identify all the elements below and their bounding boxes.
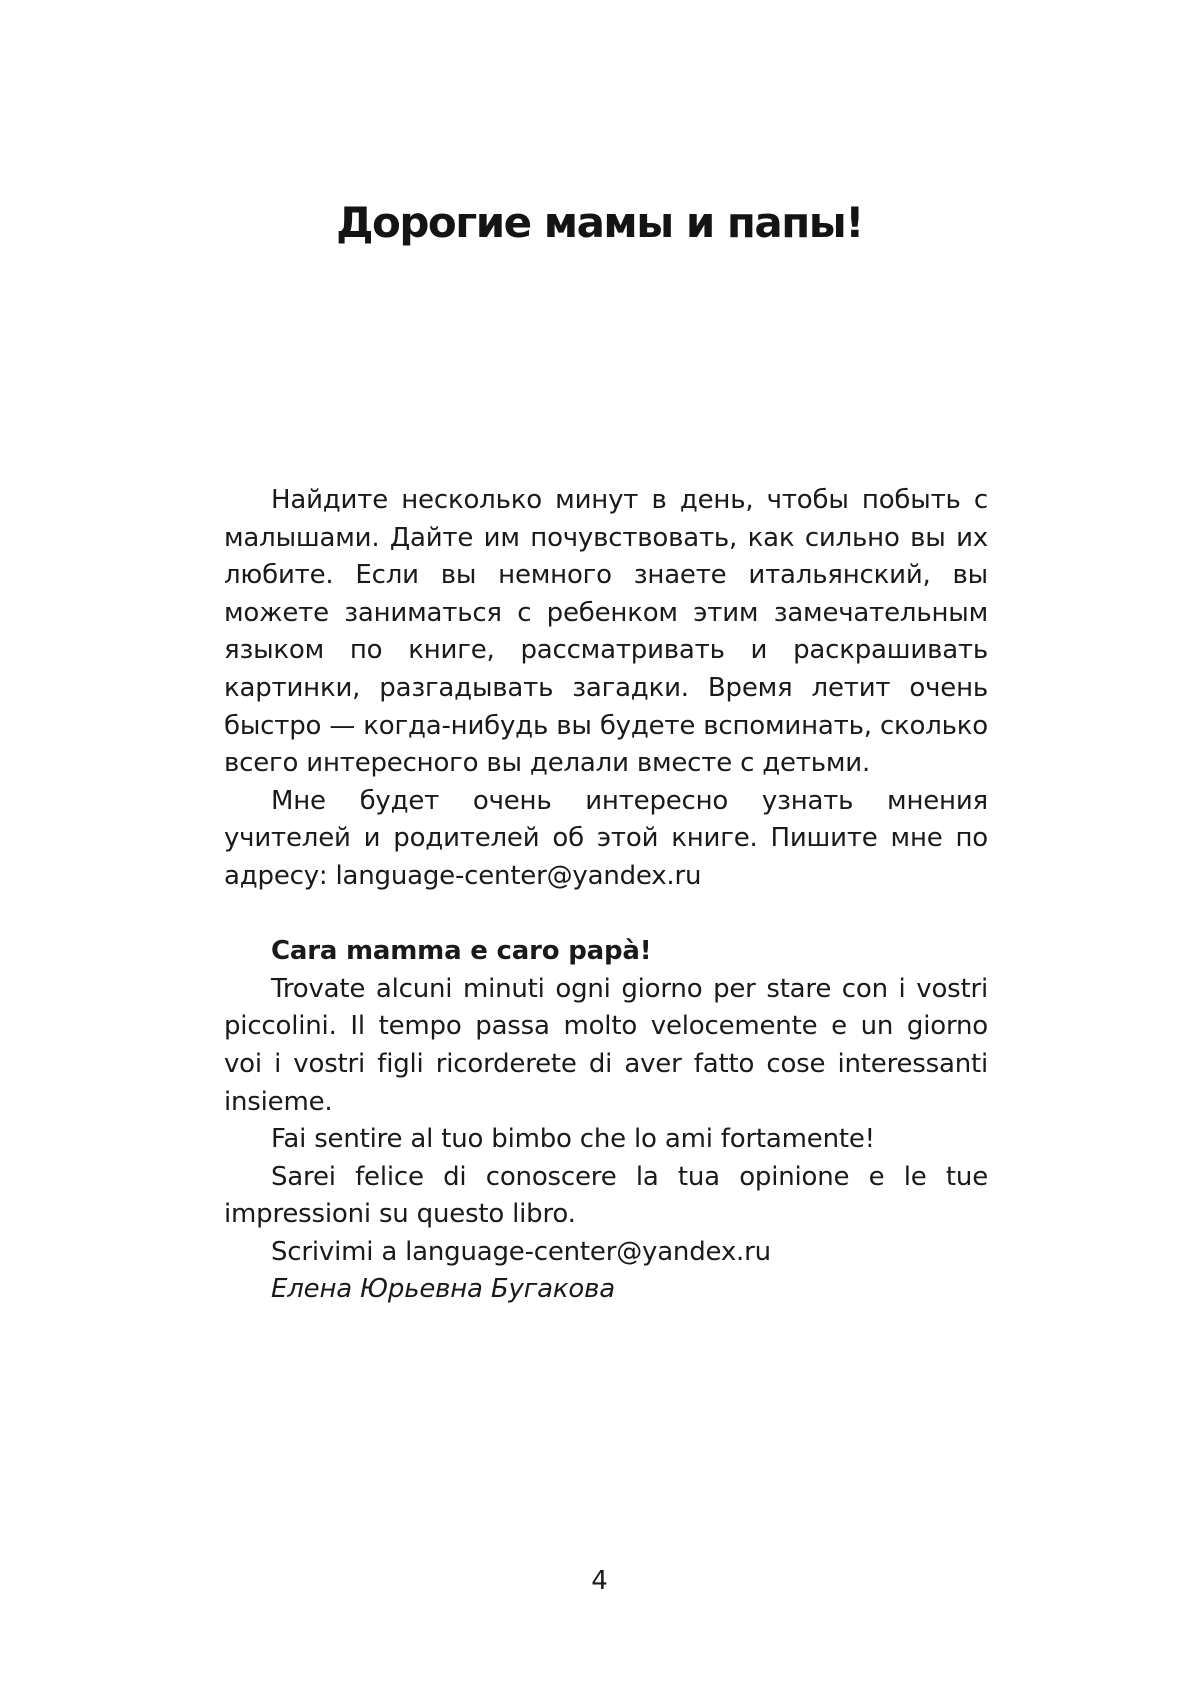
italian-paragraph-3: Sarei felice di conoscere la tua opinione e le tue impressioni su questo libro. xyxy=(224,1161,988,1230)
letter-body xyxy=(224,482,988,1309)
italian-paragraph-1: Trovate alcuni minuti ogni giorno per stare con i vostri piccolini. Il tempo passa molto velocemente e un giorno voi i vostri figli ricorderete di aver fatto cose interessanti insieme. xyxy=(224,973,988,1117)
italian-paragraph-4: Scrivimi a language-center@yandex.ru xyxy=(271,1236,771,1267)
section-gap xyxy=(224,896,988,934)
russian-paragraph-1: Найдите несколько минут в день, чтобы побыть с малышами. Дайте им почувствовать, как сильно вы их любите. Если вы немного знаете итальянский, вы можете заниматься с ребенком этим замечательным языком по книге, рассматривать и раскрашивать картинки, разгадывать загадки. Время летит очень быстро — когда-нибудь вы будете вспоминать, сколько всего интересного вы делали вместе с детьми. xyxy=(224,485,988,779)
page-title: Дорогие мамы и папы! xyxy=(336,198,863,247)
page-number: 4 xyxy=(591,1566,608,1596)
italian-heading: Cara mamma e caro papà! xyxy=(271,936,652,967)
russian-paragraph-2: Мне будет очень интересно узнать мнения учителей и родителей об этой книге. Пишите мне по адресу: language-center@yandex.ru xyxy=(224,785,988,891)
author-signature: Елена Юрьевна Бугакова xyxy=(271,1274,615,1305)
italian-paragraph-2: Fai sentire al tuo bimbo che lo ami fortamente! xyxy=(271,1124,875,1155)
